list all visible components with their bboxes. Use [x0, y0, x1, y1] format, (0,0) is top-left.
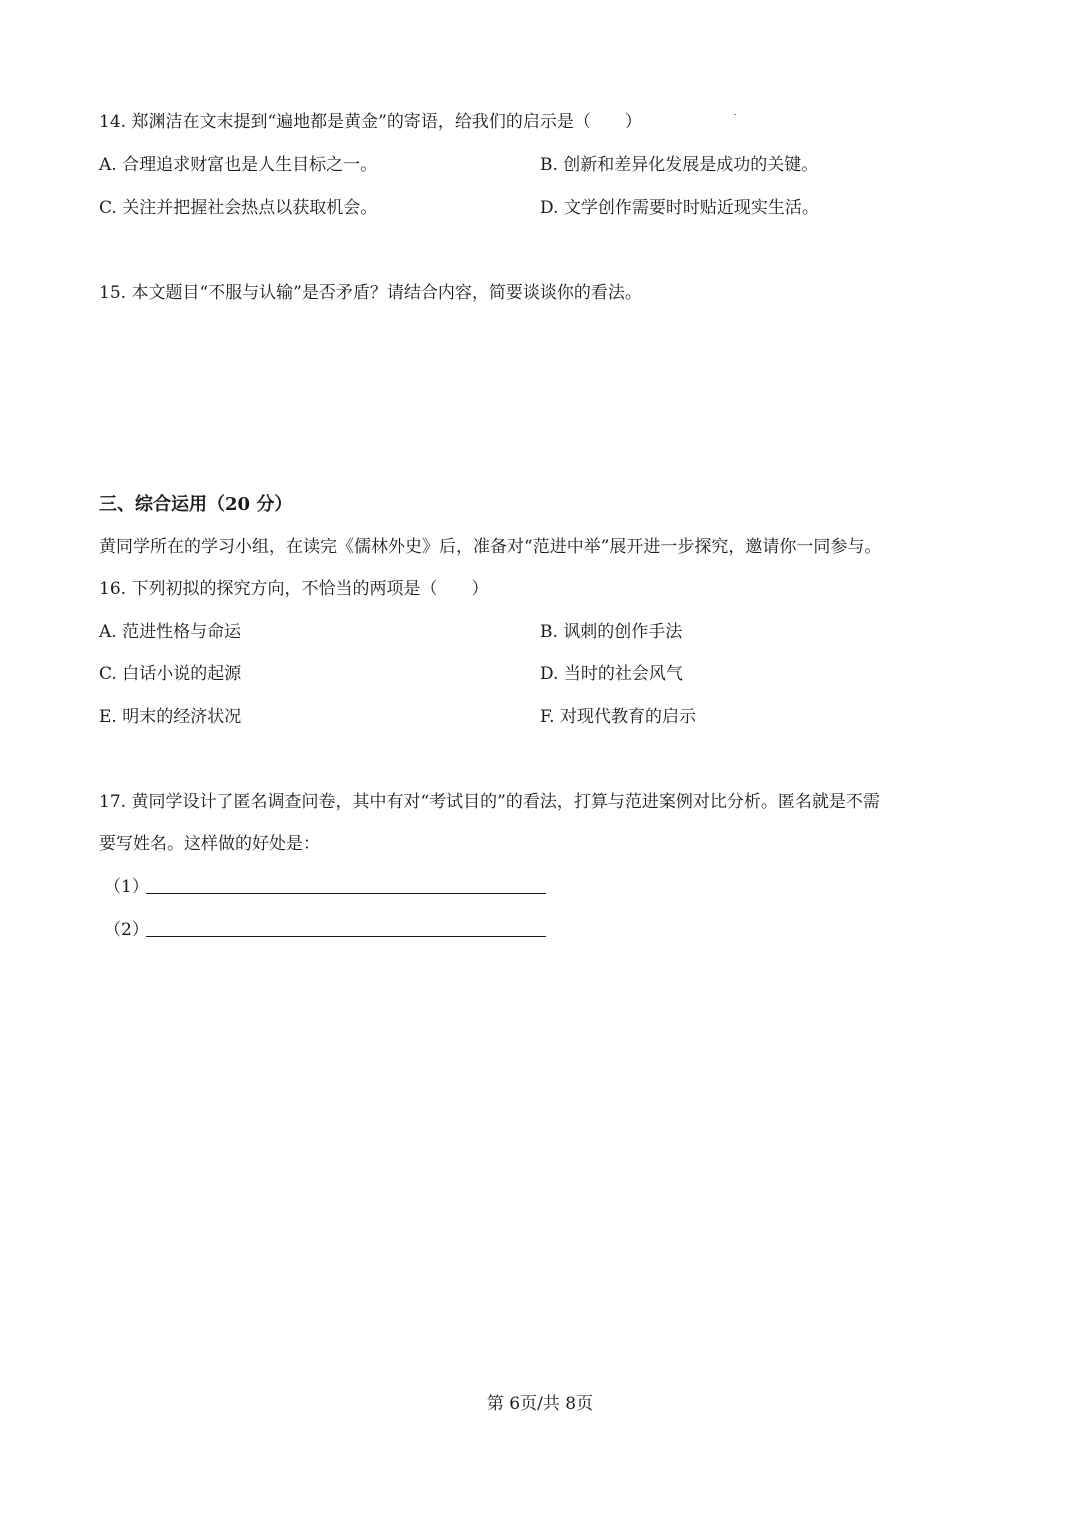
q17-answer-1-label: （1）: [104, 877, 149, 897]
q16-option-d: D. 当时的社会风气: [540, 664, 683, 684]
q17-stem-line1: 17. 黄同学设计了匿名调查问卷，其中有对“考试目的”的看法，打算与范进案例对比分析。匿名就是不需: [99, 792, 880, 812]
q16-option-a: A. 范进性格与命运: [99, 622, 242, 642]
q17-stem-line2: 要写姓名。这样做的好处是：: [99, 834, 320, 854]
q17-answer-2-label: （2）: [104, 920, 149, 940]
q16-stem: 16. 下列初拟的探究方向，不恰当的两项是（ ）: [99, 579, 489, 599]
q15-stem: 15. 本文题目“不服与认输”是否矛盾？请结合内容，简要谈谈你的看法。: [99, 283, 642, 303]
q17-answer-2-line[interactable]: [146, 936, 546, 937]
q17-answer-1[interactable]: [104, 875, 149, 899]
section-3-intro: 黄同学所在的学习小组，在读完《儒林外史》后，准备对“范进中举”展开进一步探究，邀请你一同参与。: [99, 537, 882, 557]
q17-answer-2[interactable]: [104, 918, 149, 942]
q17-answer-1-line[interactable]: [146, 893, 546, 894]
page-footer: 第 6页/共 8页: [486, 1394, 594, 1414]
q14-option-d: D. 文学创作需要时时贴近现实生活。: [540, 198, 819, 218]
q16-option-c: C. 白话小说的起源: [99, 664, 242, 684]
q16-option-e: E. 明末的经济状况: [99, 707, 242, 727]
q16-option-b: B. 讽刺的创作手法: [540, 622, 683, 642]
section-3-title: 三、综合运用（20 分）: [99, 494, 293, 515]
q16-option-f: F. 对现代教育的启示: [540, 707, 696, 727]
stray-mark: [734, 114, 736, 115]
q14-option-b: B. 创新和差异化发展是成功的关键。: [540, 155, 819, 175]
q14-stem: 14. 郑渊洁在文末提到“遍地都是黄金”的寄语，给我们的启示是（ ）: [99, 112, 642, 132]
q14-option-c: C. 关注并把握社会热点以获取机会。: [99, 198, 378, 218]
q14-option-a: A. 合理追求财富也是人生目标之一。: [99, 155, 378, 175]
